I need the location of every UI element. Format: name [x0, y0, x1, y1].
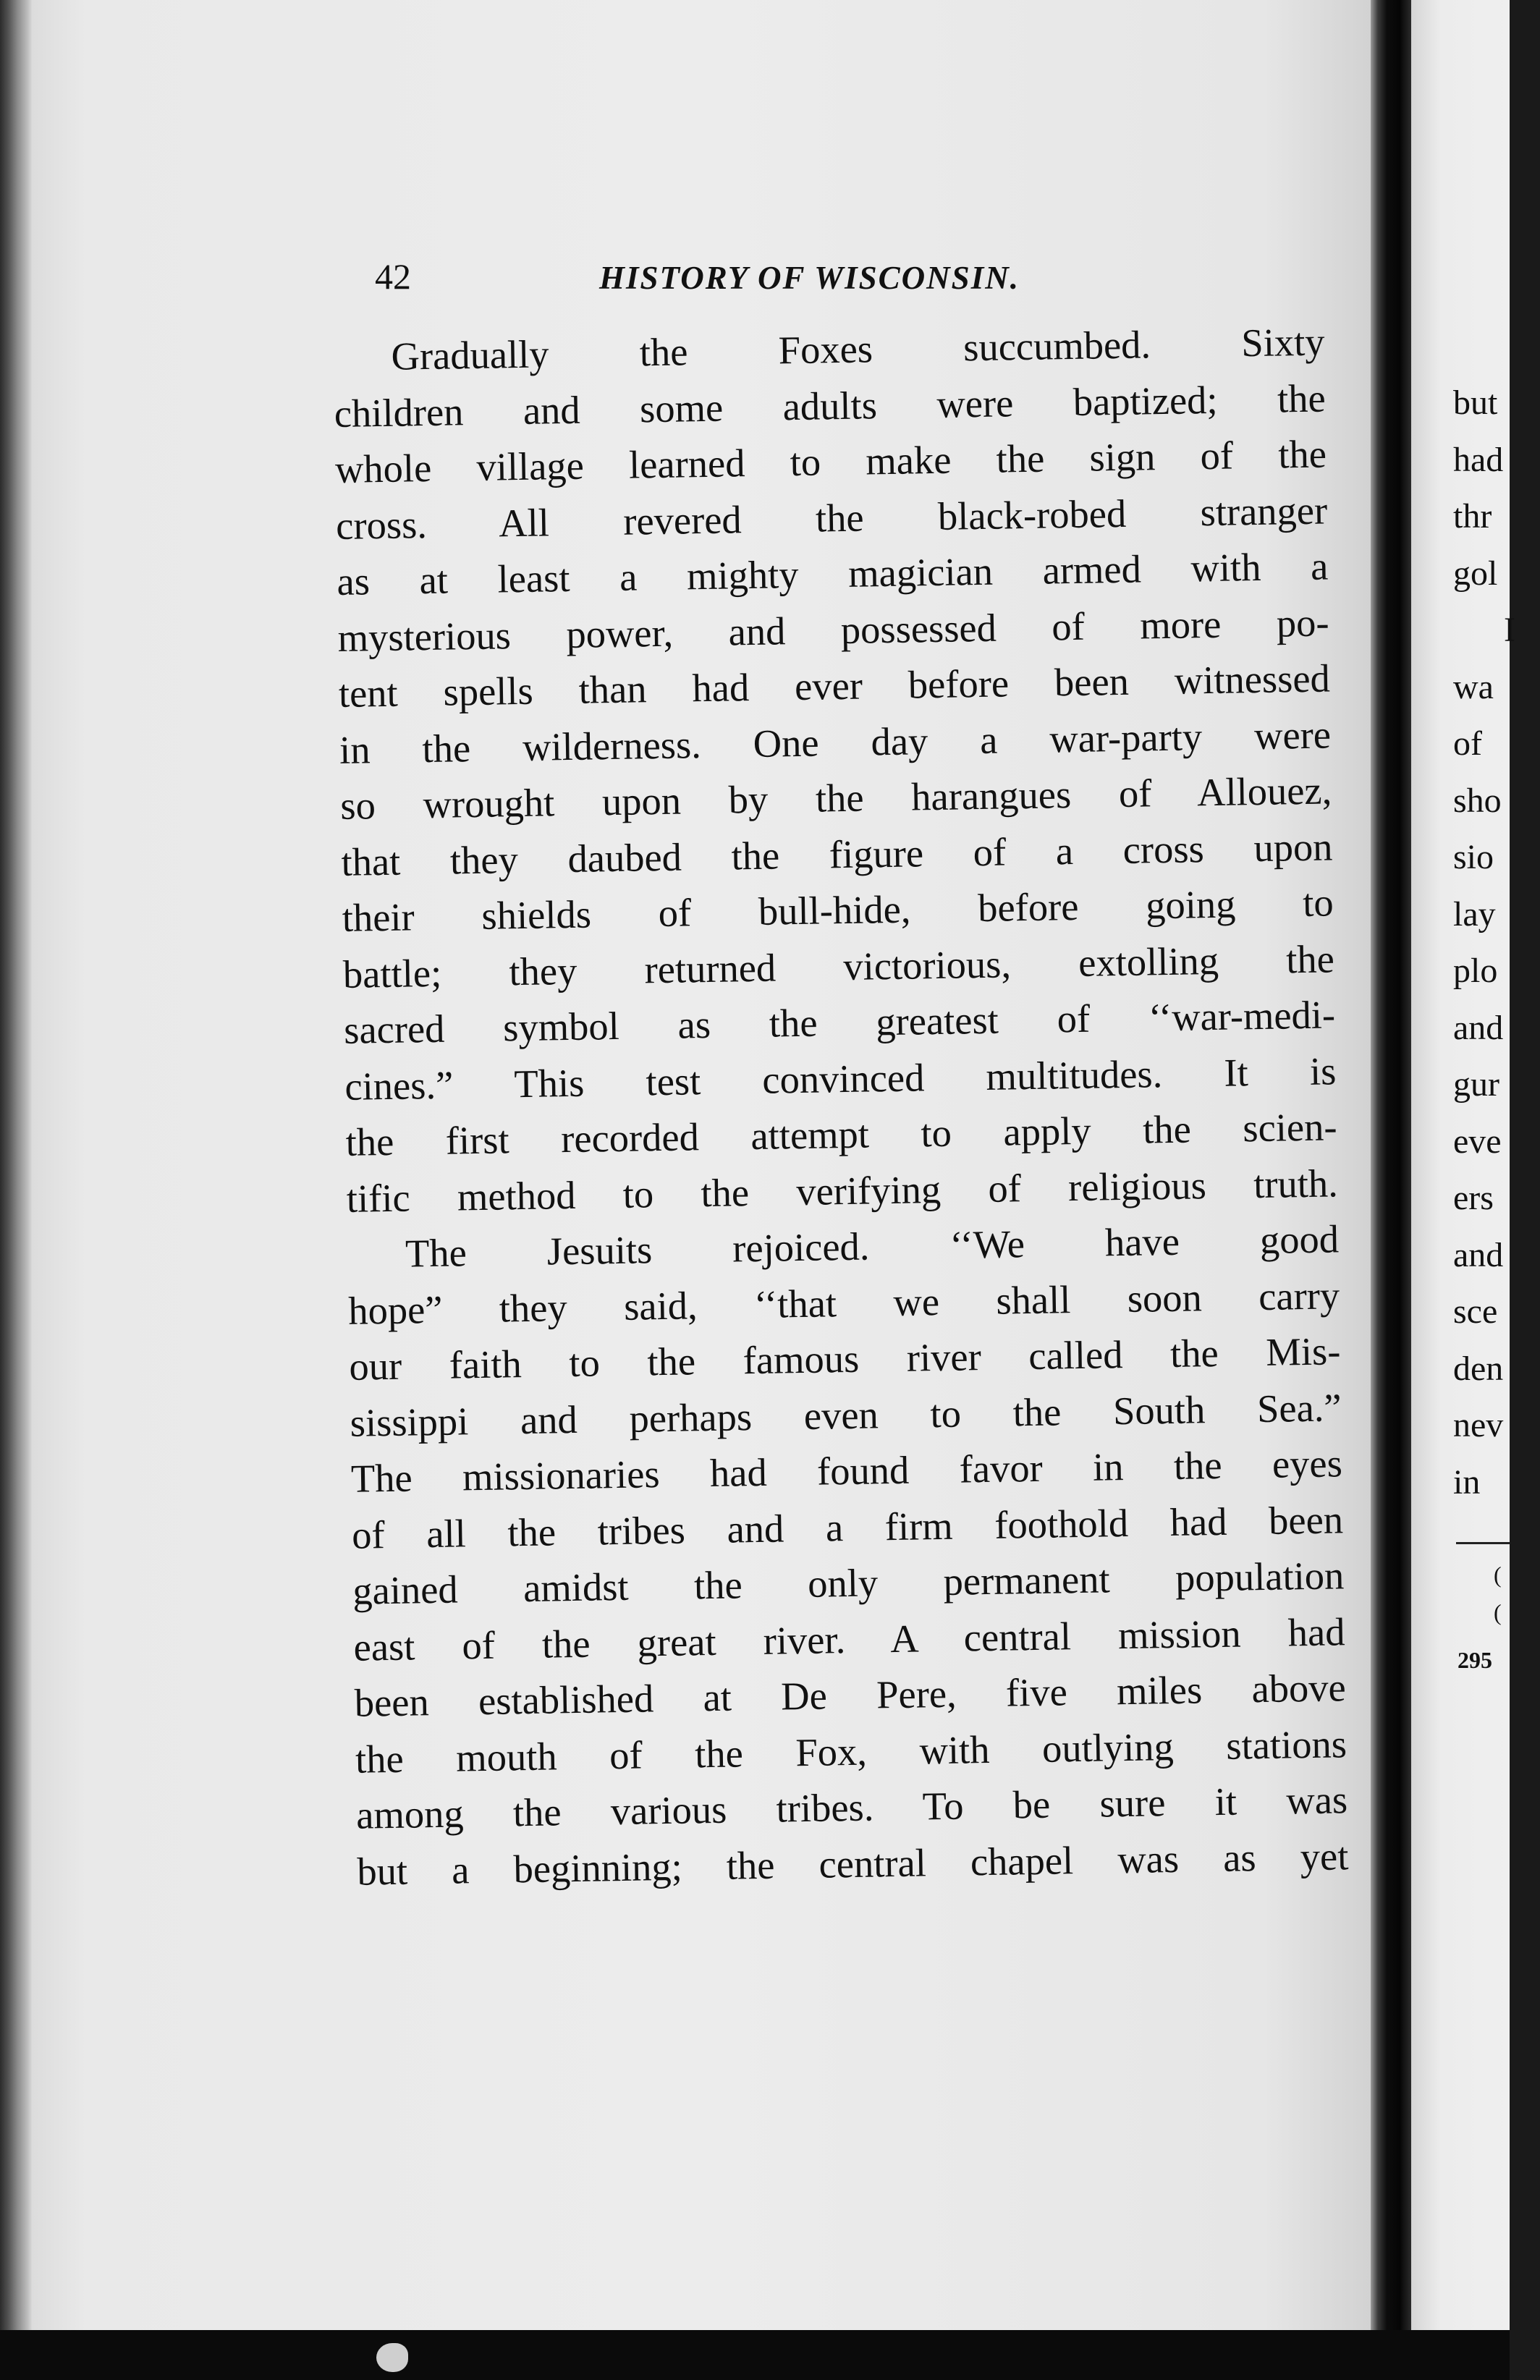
facing-fragment: sho	[1453, 781, 1502, 820]
facing-fragment: wa	[1453, 667, 1494, 706]
facing-fragment: plo	[1453, 952, 1498, 990]
text-line: Gradually the Foxes succumbed. Sixty	[391, 319, 1325, 378]
text-line: tent spells than had ever before been witnessed	[338, 656, 1331, 716]
facing-footnotes	[1494, 1556, 1502, 1631]
facing-fragment: had	[1453, 440, 1504, 479]
text-line: The Jesuits rejoiced. ‘‘We have good	[405, 1216, 1340, 1276]
text-line: so wrought upon by the harangues of Allouez,	[339, 768, 1332, 828]
text-line: our faith to the famous river called the Mis-	[349, 1329, 1341, 1389]
facing-fragment: ers	[1453, 1179, 1494, 1217]
text-line: gained amidst the only permanent population	[352, 1553, 1345, 1613]
facing-fragment: I	[1504, 611, 1515, 649]
text-line: children and some adults were baptized; the	[334, 375, 1327, 436]
facing-fragment: sio	[1453, 838, 1494, 876]
facing-fragment: lay	[1453, 894, 1496, 933]
footnote-fragment: (	[1494, 1562, 1502, 1588]
facing-fragment: in	[1453, 1462, 1481, 1502]
facing-page-text	[1453, 375, 1540, 1511]
running-head	[375, 255, 1171, 298]
text-line: among the various tribes. To be sure it was	[355, 1777, 1348, 1837]
text-line: cines.” This test convinced multitudes. It is	[344, 1048, 1337, 1109]
text-line: cross. All revered the black-robed stranger	[335, 487, 1328, 548]
facing-fragment: sce	[1453, 1292, 1498, 1331]
facing-fragment: eve	[1453, 1122, 1502, 1161]
scan-bottom-edge	[0, 2330, 1510, 2380]
page-number: 42	[375, 256, 411, 297]
text-line: hope” they said, ‘‘that we shall soon carry	[347, 1272, 1340, 1333]
text-line: in the wilderness. One day a war-party were	[339, 711, 1332, 772]
facing-fragment: but	[1453, 384, 1498, 422]
page-gutter	[1371, 0, 1411, 2380]
text-line: sacred symbol as the greatest of ‘‘war-medi-	[343, 992, 1336, 1052]
text-line: their shields of bull-hide, before going to	[342, 880, 1334, 940]
footnote-number: 295	[1458, 1647, 1492, 1673]
body-text	[333, 313, 1349, 1899]
facing-fragment: den	[1453, 1349, 1504, 1388]
scan-artifact	[376, 2343, 408, 2372]
facing-fragment: gol	[1453, 554, 1498, 593]
text-line: mysterious power, and possessed of more po-	[337, 599, 1330, 660]
text-line: been established at De Pere, five miles above	[354, 1665, 1347, 1725]
facing-fragment: nev	[1453, 1406, 1504, 1444]
text-line: The missionaries had found favor in the eyes	[350, 1441, 1343, 1501]
footnote-rule	[1456, 1542, 1510, 1544]
text-line: tific method to the verifying of religious truth.	[346, 1160, 1339, 1221]
running-title: HISTORY OF WISCONSIN.	[599, 260, 1020, 296]
text-line: as at least a mighty magician armed with a	[336, 543, 1329, 604]
text-line: but a beginning; the central chapel was as yet	[356, 1833, 1349, 1894]
facing-fragment: and	[1453, 1235, 1504, 1274]
facing-fragment: and	[1453, 1008, 1504, 1047]
text-line: sissippi and perhaps even to the South Sea.”	[350, 1384, 1342, 1445]
left-binding-edge	[0, 0, 32, 2380]
text-line: battle; they returned victorious, extolling the	[342, 936, 1335, 996]
facing-fragment: of	[1453, 724, 1482, 763]
facing-fragment: thr	[1453, 497, 1492, 535]
facing-fragment: gur	[1453, 1065, 1499, 1104]
text-line: of all the tribes and a firm foothold had been	[351, 1496, 1344, 1557]
text-line: the mouth of the Fox, with outlying stations	[355, 1721, 1348, 1782]
footnote-fragment: (	[1494, 1599, 1502, 1625]
text-line: east of the great river. A central mission had	[353, 1609, 1345, 1669]
text-line: that they daubed the figure of a cross upon	[341, 823, 1333, 884]
text-line: the first recorded attempt to apply the scien-	[345, 1104, 1337, 1164]
text-line: whole village learned to make the sign of the	[334, 431, 1327, 491]
